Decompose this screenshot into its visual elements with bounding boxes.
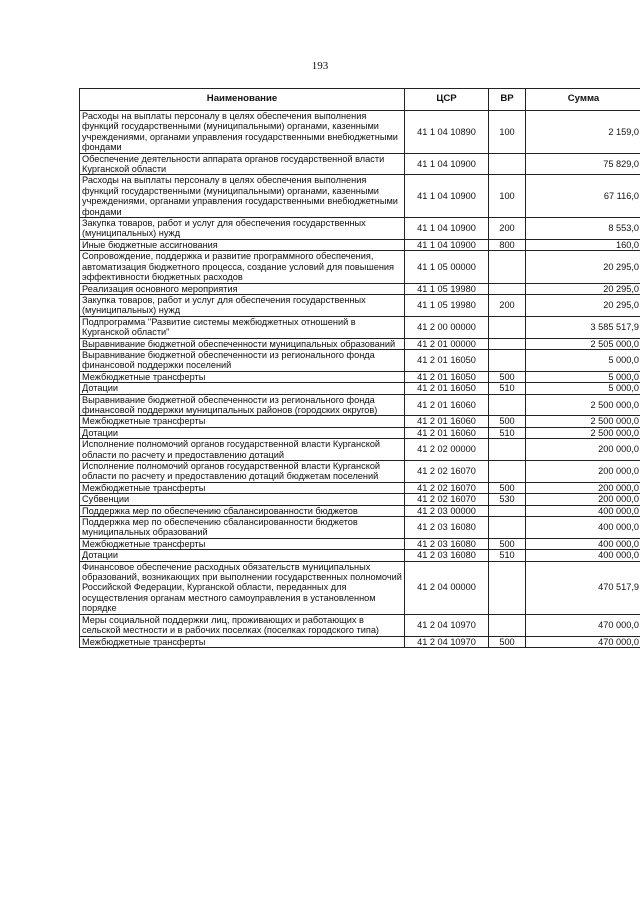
vr-cell — [489, 561, 526, 614]
budget-table — [79, 88, 640, 648]
table-row — [80, 482, 640, 493]
sum-cell: 20 295,0 — [526, 294, 640, 316]
name-cell: Дотации — [80, 550, 405, 561]
name-cell: Межбюджетные трансферты — [80, 636, 405, 647]
name-cell: Расходы на выплаты персоналу в целях обеспечения выполнения функций государственными (муниципальными) органами, казенными учреждениями, органами управления государственными внебюджетными фондами — [80, 175, 405, 218]
vr-cell: 510 — [489, 383, 526, 394]
sum-cell: 2 505 000,0 — [526, 338, 640, 349]
sum-cell: 2 500 000,0 — [526, 394, 640, 416]
vr-cell: 200 — [489, 218, 526, 240]
table-row — [80, 561, 640, 614]
sum-cell: 400 000,0 — [526, 538, 640, 549]
vr-cell — [489, 517, 526, 539]
name-cell: Поддержка мер по обеспечению сбалансированности бюджетов — [80, 505, 405, 516]
table-row — [80, 294, 640, 316]
sum-cell: 400 000,0 — [526, 550, 640, 561]
sum-cell: 20 295,0 — [526, 283, 640, 294]
table-row — [80, 550, 640, 561]
csr-cell: 41 2 03 16080 — [405, 517, 489, 539]
table-row — [80, 494, 640, 505]
header-csr: ЦСР — [405, 89, 489, 111]
table-row — [80, 505, 640, 516]
vr-cell: 510 — [489, 550, 526, 561]
table-row — [80, 251, 640, 283]
table-row — [80, 636, 640, 647]
sum-cell: 400 000,0 — [526, 517, 640, 539]
table-row — [80, 461, 640, 483]
vr-cell: 800 — [489, 239, 526, 250]
sum-cell: 470 000,0 — [526, 614, 640, 636]
sum-cell: 20 295,0 — [526, 251, 640, 283]
table-row — [80, 283, 640, 294]
vr-cell: 100 — [489, 111, 526, 154]
vr-cell — [489, 153, 526, 175]
name-cell: Выравнивание бюджетной обеспеченности из регионального фонда финансовой поддержки поселений — [80, 349, 405, 371]
csr-cell: 41 2 01 16060 — [405, 394, 489, 416]
csr-cell: 41 2 01 16060 — [405, 416, 489, 427]
name-cell: Субвенции — [80, 494, 405, 505]
sum-cell: 200 000,0 — [526, 494, 640, 505]
sum-cell: 5 000,0 — [526, 349, 640, 371]
csr-cell: 41 2 01 16050 — [405, 371, 489, 382]
sum-cell: 8 553,0 — [526, 218, 640, 240]
sum-cell: 400 000,0 — [526, 505, 640, 516]
sum-cell: 5 000,0 — [526, 383, 640, 394]
table-row — [80, 383, 640, 394]
sum-cell: 470 000,0 — [526, 636, 640, 647]
sum-cell: 5 000,0 — [526, 371, 640, 382]
csr-cell: 41 1 05 00000 — [405, 251, 489, 283]
csr-cell: 41 2 03 16080 — [405, 538, 489, 549]
vr-cell — [489, 349, 526, 371]
vr-cell — [489, 394, 526, 416]
vr-cell — [489, 439, 526, 461]
sum-cell: 67 116,0 — [526, 175, 640, 218]
csr-cell: 41 1 04 10900 — [405, 153, 489, 175]
vr-cell — [489, 338, 526, 349]
sum-cell: 470 517,9 — [526, 561, 640, 614]
csr-cell: 41 2 01 16050 — [405, 383, 489, 394]
table-row — [80, 416, 640, 427]
csr-cell: 41 2 04 10970 — [405, 614, 489, 636]
name-cell: Подпрограмма "Развитие системы межбюджетных отношений в Курганской области" — [80, 316, 405, 338]
table-row — [80, 218, 640, 240]
name-cell: Выравнивание бюджетной обеспеченности муниципальных образований — [80, 338, 405, 349]
name-cell: Реализация основного мероприятия — [80, 283, 405, 294]
table-row — [80, 239, 640, 250]
csr-cell: 41 2 01 16060 — [405, 427, 489, 438]
vr-cell — [489, 251, 526, 283]
csr-cell: 41 2 02 16070 — [405, 494, 489, 505]
vr-cell: 500 — [489, 538, 526, 549]
csr-cell: 41 2 03 16080 — [405, 550, 489, 561]
csr-cell: 41 2 04 00000 — [405, 561, 489, 614]
table-row — [80, 439, 640, 461]
table-row — [80, 111, 640, 154]
page-number: 193 — [311, 60, 329, 72]
header-vr: ВР — [489, 89, 526, 111]
csr-cell: 41 1 05 19980 — [405, 294, 489, 316]
sum-cell: 3 585 517,9 — [526, 316, 640, 338]
name-cell: Исполнение полномочий органов государственной власти Курганской области по расчету и предоставлению дотаций — [80, 439, 405, 461]
table-header-row — [80, 89, 640, 111]
name-cell: Дотации — [80, 383, 405, 394]
name-cell: Выравнивание бюджетной обеспеченности из регионального фонда финансовой поддержки муниципальных районов (городских округов) — [80, 394, 405, 416]
table-row — [80, 153, 640, 175]
csr-cell: 41 2 00 00000 — [405, 316, 489, 338]
csr-cell: 41 2 01 00000 — [405, 338, 489, 349]
csr-cell: 41 1 04 10900 — [405, 175, 489, 218]
csr-cell: 41 2 01 16050 — [405, 349, 489, 371]
sum-cell: 200 000,0 — [526, 439, 640, 461]
csr-cell: 41 2 03 00000 — [405, 505, 489, 516]
name-cell: Расходы на выплаты персоналу в целях обеспечения выполнения функций государственными (муниципальными) органами, казенными учреждениями, органами управления государственными внебюджетными фондами — [80, 111, 405, 154]
csr-cell: 41 1 04 10900 — [405, 239, 489, 250]
name-cell: Межбюджетные трансферты — [80, 371, 405, 382]
vr-cell: 500 — [489, 482, 526, 493]
name-cell: Закупка товаров, работ и услуг для обеспечения государственных (муниципальных) нужд — [80, 294, 405, 316]
table-row — [80, 394, 640, 416]
name-cell: Меры социальной поддержки лиц, проживающих и работающих в сельской местности и в рабочих поселках (поселках городского типа) — [80, 614, 405, 636]
header-sum: Сумма — [526, 89, 640, 111]
vr-cell — [489, 505, 526, 516]
sum-cell: 2 159,0 — [526, 111, 640, 154]
table-row — [80, 614, 640, 636]
table-row — [80, 371, 640, 382]
table-row — [80, 427, 640, 438]
name-cell: Исполнение полномочий органов государственной власти Курганской области по расчету и предоставлению дотаций бюджетам поселений — [80, 461, 405, 483]
vr-cell: 500 — [489, 636, 526, 647]
name-cell: Дотации — [80, 427, 405, 438]
table-row — [80, 349, 640, 371]
vr-cell — [489, 461, 526, 483]
table-row — [80, 538, 640, 549]
sum-cell: 200 000,0 — [526, 482, 640, 493]
name-cell: Закупка товаров, работ и услуг для обеспечения государственных (муниципальных) нужд — [80, 218, 405, 240]
name-cell: Межбюджетные трансферты — [80, 416, 405, 427]
sum-cell: 160,0 — [526, 239, 640, 250]
vr-cell: 510 — [489, 427, 526, 438]
vr-cell — [489, 283, 526, 294]
name-cell: Межбюджетные трансферты — [80, 482, 405, 493]
vr-cell: 530 — [489, 494, 526, 505]
sum-cell: 2 500 000,0 — [526, 427, 640, 438]
table-row — [80, 175, 640, 218]
csr-cell: 41 2 02 16070 — [405, 482, 489, 493]
name-cell: Обеспечение деятельности аппарата органов государственной власти Курганской области — [80, 153, 405, 175]
vr-cell — [489, 316, 526, 338]
header-name: Наименование — [80, 89, 405, 111]
name-cell: Финансовое обеспечение расходных обязательств муниципальных образований, возникающих при выполнении государственных полномочий Российской Федерации, Курганской области, переданных для осуществления органам местного самоуправления в установленном порядке — [80, 561, 405, 614]
name-cell: Поддержка мер по обеспечению сбалансированности бюджетов муниципальных образований — [80, 517, 405, 539]
vr-cell: 200 — [489, 294, 526, 316]
table-row — [80, 316, 640, 338]
sum-cell: 75 829,0 — [526, 153, 640, 175]
name-cell: Иные бюджетные ассигнования — [80, 239, 405, 250]
vr-cell: 500 — [489, 371, 526, 382]
table-row — [80, 517, 640, 539]
sum-cell: 200 000,0 — [526, 461, 640, 483]
csr-cell: 41 1 05 19980 — [405, 283, 489, 294]
csr-cell: 41 2 02 16070 — [405, 461, 489, 483]
csr-cell: 41 2 04 10970 — [405, 636, 489, 647]
table-row — [80, 338, 640, 349]
vr-cell: 100 — [489, 175, 526, 218]
vr-cell: 500 — [489, 416, 526, 427]
vr-cell — [489, 614, 526, 636]
csr-cell: 41 2 02 00000 — [405, 439, 489, 461]
sum-cell: 2 500 000,0 — [526, 416, 640, 427]
csr-cell: 41 1 04 10890 — [405, 111, 489, 154]
name-cell: Межбюджетные трансферты — [80, 538, 405, 549]
csr-cell: 41 1 04 10900 — [405, 218, 489, 240]
name-cell: Сопровождение, поддержка и развитие программного обеспечения, автоматизация бюджетного процесса, создание условий для повышения эффективности бюджетных расходов — [80, 251, 405, 283]
